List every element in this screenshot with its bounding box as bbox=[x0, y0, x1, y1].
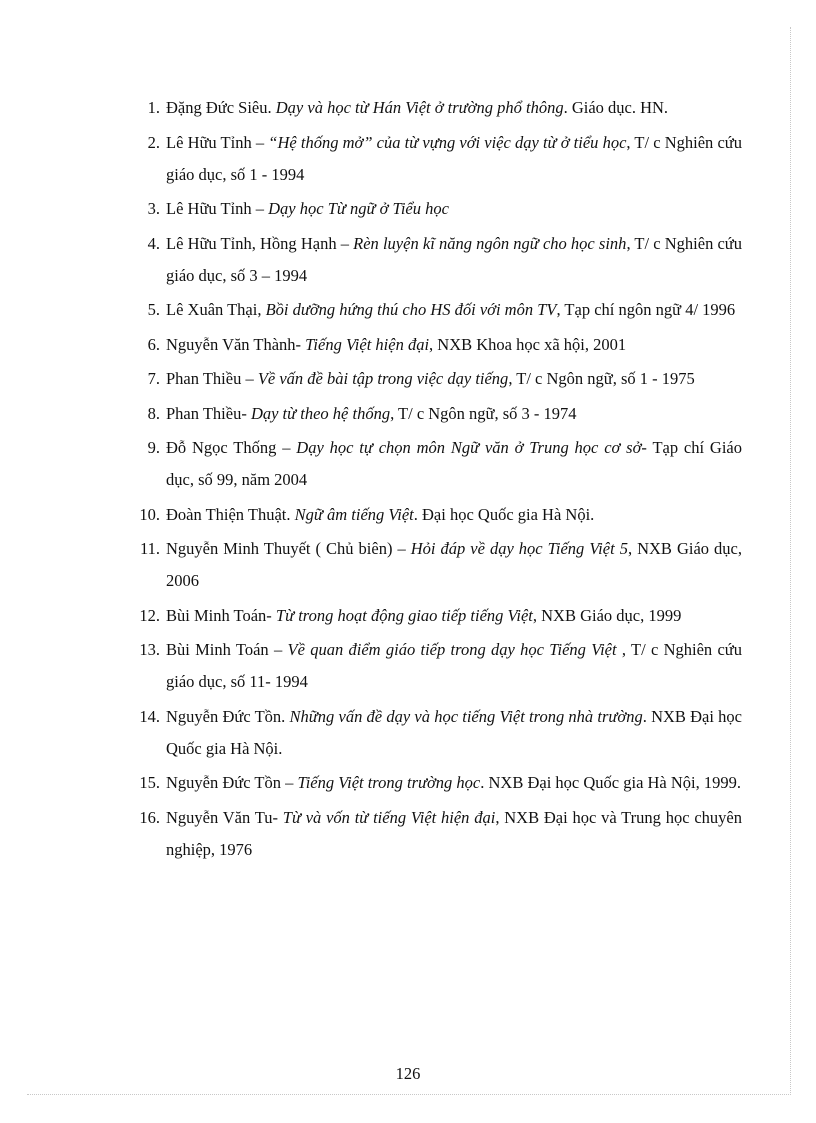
reference-number: 13. bbox=[139, 640, 160, 659]
reference-number: 16. bbox=[139, 807, 160, 827]
reference-publication: , NXB Khoa học xã hội, 2001 bbox=[429, 334, 627, 354]
reference-publication: , Tạp chí ngôn ngữ 4/ 1996 bbox=[556, 300, 736, 319]
reference-list bbox=[130, 92, 742, 868]
reference-title: Những vấn đề dạy và học tiếng Việt trong nhà trường bbox=[289, 706, 643, 726]
reference-title: Hỏi đáp về dạy học Tiếng Việt 5 bbox=[410, 539, 628, 558]
reference-title: Dạy học Từ ngữ ở Tiểu học bbox=[268, 199, 449, 218]
reference-publication: - Tạp chí Giáo dục, số 99, năm 2004 bbox=[166, 438, 742, 489]
reference-publication: , T/ c Nghiên cứu giáo dục, số 3 – 1994 bbox=[166, 233, 743, 285]
reference-number: 9. bbox=[147, 438, 160, 457]
reference-title: Rèn luyện kĩ năng ngôn ngữ cho học sinh bbox=[353, 233, 627, 253]
reference-author: Nguyễn Văn Tu- bbox=[166, 807, 283, 827]
reference-author: Nguyễn Đức Tồn. bbox=[166, 706, 290, 726]
reference-number: 3. bbox=[147, 199, 160, 218]
reference-number: 14. bbox=[139, 706, 160, 726]
reference-item bbox=[130, 432, 742, 496]
reference-title: Từ trong hoạt động giao tiếp tiếng Việt bbox=[275, 605, 533, 625]
reference-author: Phan Thiều – bbox=[166, 369, 258, 388]
reference-title: Dạy và học từ Hán Việt ở trường phổ thông bbox=[275, 98, 564, 117]
reference-number: 15. bbox=[139, 773, 160, 792]
reference-item bbox=[130, 701, 742, 765]
reference-item bbox=[130, 329, 742, 361]
reference-author: Phan Thiều- bbox=[166, 403, 251, 423]
reference-publication: , T/ c Ngôn ngữ, số 1 - 1975 bbox=[508, 369, 695, 388]
reference-author: Bùi Minh Toán – bbox=[166, 640, 288, 659]
reference-number: 1. bbox=[147, 98, 160, 117]
reference-publication: , T/ c Nghiên cứu giáo dục, số 11- 1994 bbox=[166, 640, 742, 691]
reference-author: Lê Xuân Thại, bbox=[166, 300, 266, 319]
reference-publication: , T/ c Ngôn ngữ, số 3 - 1974 bbox=[390, 403, 577, 423]
reference-item bbox=[130, 533, 742, 597]
reference-number: 8. bbox=[147, 403, 160, 423]
reference-title: “Hệ thống mở” của từ vựng với việc dạy từ ở tiểu học bbox=[268, 132, 627, 152]
reference-author: Đặng Đức Siêu. bbox=[166, 98, 276, 117]
reference-title: Về vấn đề bài tập trong việc dạy tiếng bbox=[257, 369, 509, 388]
reference-number: 6. bbox=[147, 334, 160, 354]
reference-title: Từ và vốn từ tiếng Việt hiện đại bbox=[282, 807, 496, 827]
reference-item bbox=[130, 398, 742, 430]
reference-item bbox=[130, 92, 742, 124]
reference-title: Dạy học tự chọn môn Ngữ văn ở Trung học cơ sở bbox=[296, 438, 642, 457]
reference-author: Lê Hữu Tỉnh – bbox=[166, 132, 269, 152]
reference-title: Tiếng Việt trong trường học bbox=[297, 773, 481, 792]
reference-title: Ngữ âm tiếng Việt bbox=[294, 504, 414, 524]
reference-number: 5. bbox=[147, 300, 160, 319]
reference-author: Lê Hữu Tỉnh, Hồng Hạnh – bbox=[166, 233, 354, 253]
reference-title: Về quan điểm giáo tiếp trong dạy học Tiếng Việt bbox=[287, 640, 617, 659]
reference-publication: , NXB Đại học và Trung học chuyên nghiệp, 1976 bbox=[166, 807, 742, 859]
reference-publication: , T/ c Nghiên cứu giáo dục, số 1 - 1994 bbox=[166, 132, 742, 184]
reference-publication: . NXB Đại học Quốc gia Hà Nội. bbox=[166, 706, 743, 758]
reference-author: Nguyễn Minh Thuyết ( Chủ biên) – bbox=[166, 539, 411, 558]
reference-author: Lê Hữu Tỉnh – bbox=[166, 199, 269, 218]
reference-author: Đỗ Ngọc Thống – bbox=[166, 438, 297, 457]
reference-item bbox=[130, 634, 742, 698]
reference-number: 11. bbox=[139, 539, 160, 558]
reference-publication: . Giáo dục. HN. bbox=[563, 98, 669, 117]
reference-author: Nguyễn Văn Thành- bbox=[166, 334, 306, 354]
reference-publication: , NXB Giáo dục, 2006 bbox=[166, 539, 742, 590]
reference-title: Bồi dưỡng hứng thú cho HS đối với môn TV bbox=[265, 300, 557, 319]
reference-item bbox=[130, 802, 742, 866]
reference-number: 10. bbox=[139, 504, 160, 524]
page-number: 126 bbox=[395, 1064, 421, 1083]
reference-author: Bùi Minh Toán- bbox=[166, 605, 276, 625]
reference-number: 7. bbox=[147, 369, 160, 388]
reference-title: Tiếng Việt hiện đại bbox=[305, 334, 430, 354]
reference-title: Dạy từ theo hệ thống bbox=[250, 403, 391, 423]
reference-item bbox=[130, 127, 742, 191]
reference-number: 12. bbox=[139, 605, 160, 625]
reference-publication: . NXB Đại học Quốc gia Hà Nội, 1999. bbox=[480, 773, 742, 792]
reference-item bbox=[130, 228, 742, 292]
reference-item bbox=[130, 363, 742, 395]
reference-publication: . Đại học Quốc gia Hà Nội. bbox=[413, 504, 595, 524]
reference-item bbox=[130, 499, 742, 531]
reference-item bbox=[130, 294, 742, 326]
reference-item bbox=[130, 600, 742, 632]
reference-number: 4. bbox=[147, 233, 160, 253]
reference-number: 2. bbox=[147, 132, 160, 152]
reference-publication: , NXB Giáo dục, 1999 bbox=[532, 605, 682, 625]
reference-author: Nguyễn Đức Tồn – bbox=[166, 773, 298, 792]
reference-author: Đoàn Thiện Thuật. bbox=[166, 504, 295, 524]
reference-item bbox=[130, 767, 742, 799]
reference-item bbox=[130, 193, 742, 225]
